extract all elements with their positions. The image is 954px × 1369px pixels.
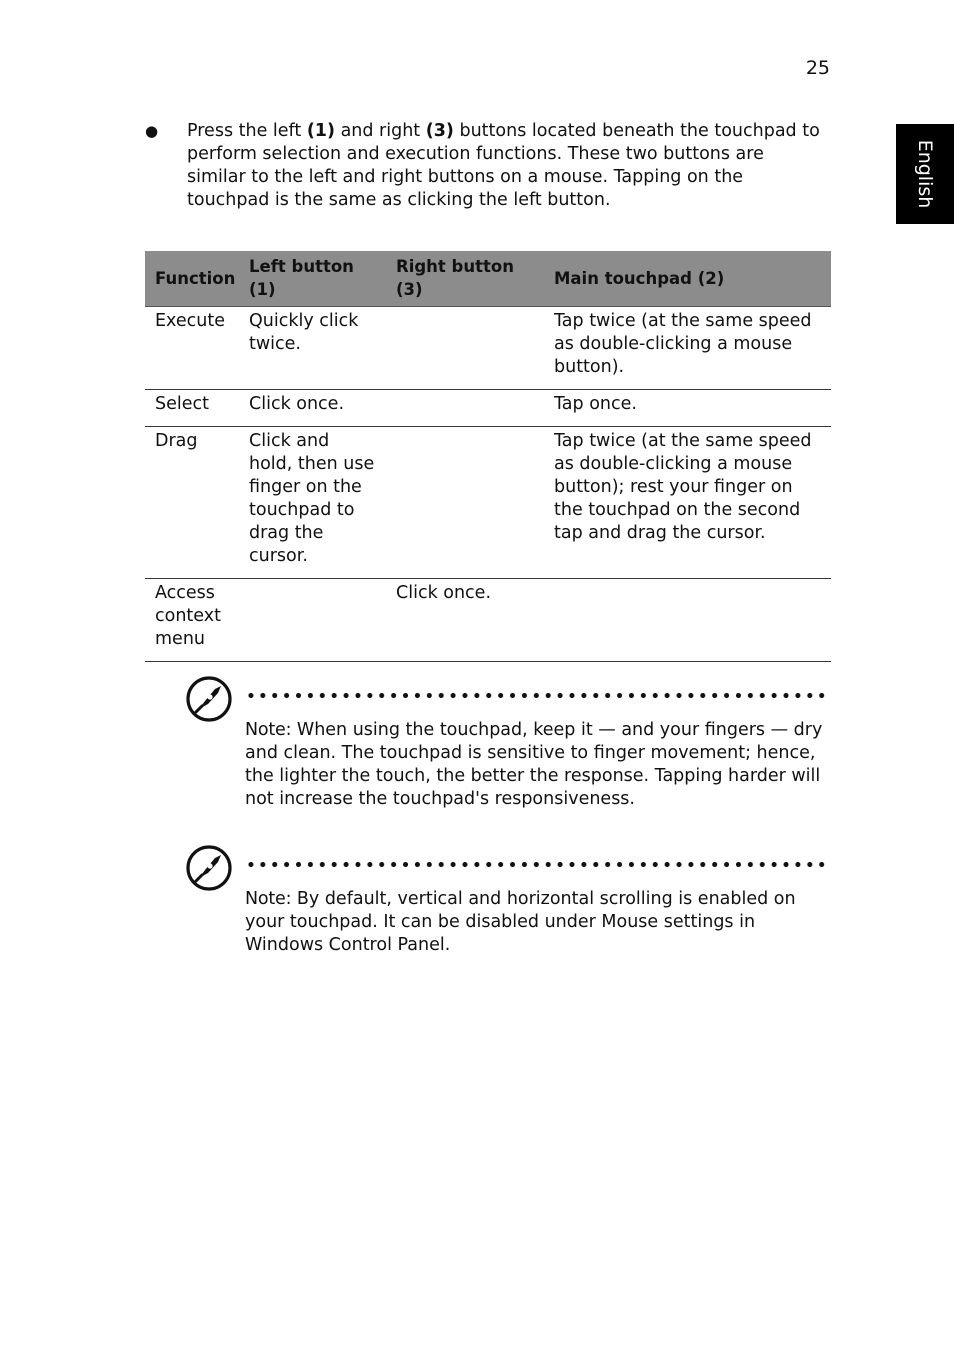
note-block [185, 844, 835, 964]
table-cell: Select [145, 390, 239, 427]
table-cell [544, 579, 831, 662]
table-cell: Tap twice (at the same speed as double-clicking a mouse button); rest your finger on the touchpad on the second tap and drag the cursor. [544, 427, 831, 579]
table-cell: Click and hold, then use finger on the touchpad to drag the cursor. [239, 427, 386, 579]
note-divider [245, 693, 831, 698]
table-cell [386, 307, 544, 390]
table-cell: Quickly click twice. [239, 307, 386, 390]
table-cell [386, 390, 544, 427]
header-left-button: Left button (1) [239, 251, 386, 307]
table-row [145, 307, 831, 390]
header-right-button: Right button (3) [386, 251, 544, 307]
note-pen-icon [185, 844, 233, 892]
table-cell: Click once. [386, 579, 544, 662]
note-block [185, 675, 835, 815]
table-row [145, 390, 831, 427]
bullet-text: Press the left (1) and right (3) buttons located beneath the touchpad to perform selection and execution functions. These two buttons are similar to the left and right buttons on a mouse. Tapping on the touchpad is the same as clicking the left button. [187, 121, 820, 210]
note-label: Note: [245, 889, 292, 909]
bullet-icon: ● [145, 122, 159, 140]
note-divider [245, 862, 831, 867]
table-cell: Click once. [239, 390, 386, 427]
note-pen-icon [185, 675, 233, 723]
table-header-row [145, 251, 831, 307]
table-cell: Tap twice (at the same speed as double-clicking a mouse button). [544, 307, 831, 390]
header-function: Function [145, 251, 239, 307]
page-number: 25 [805, 57, 830, 79]
table-cell: Access context menu [145, 579, 239, 662]
note-label: Note: [245, 720, 292, 740]
table-cell [386, 427, 544, 579]
header-main-touchpad: Main touchpad (2) [544, 251, 831, 307]
table-cell: Execute [145, 307, 239, 390]
table-cell: Drag [145, 427, 239, 579]
table-cell: Tap once. [544, 390, 831, 427]
note-text: Note: When using the touchpad, keep it — and your fingers — dry and clean. The touchpad is sensitive to finger movement; hence, the lighter the touch, the better the response. Tapping harder will not increase the touchpad's responsiveness. [245, 720, 823, 809]
language-tab-label: English [914, 139, 936, 209]
table-row [145, 579, 831, 662]
table-cell [239, 579, 386, 662]
note-text: Note: By default, vertical and horizontal scrolling is enabled on your touchpad. It can be disabled under Mouse settings in Windows Control Panel. [245, 889, 796, 955]
table-row [145, 427, 831, 579]
touchpad-functions-table [145, 251, 831, 662]
language-tab [896, 124, 954, 224]
